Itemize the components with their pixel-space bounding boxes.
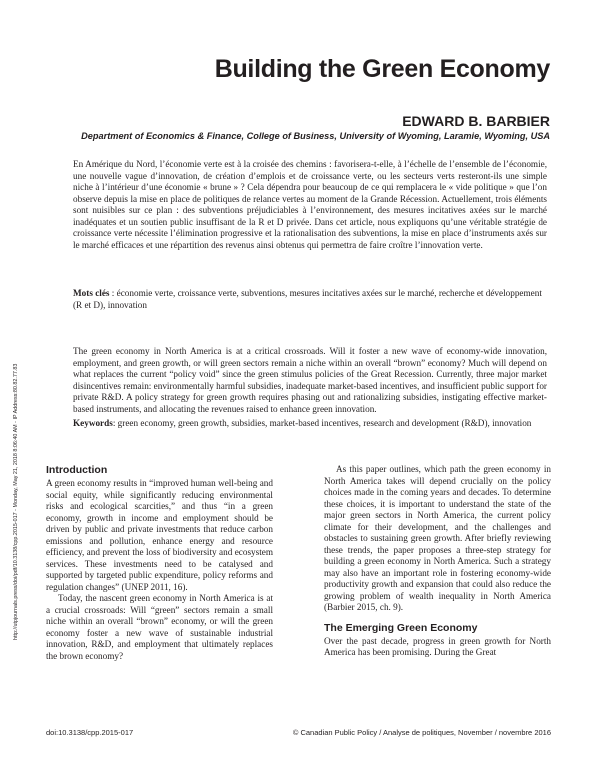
keywords-english-label: Keywords [73, 418, 113, 428]
left-column [46, 464, 273, 662]
author-name: EDWARD B. BARBIER [402, 113, 550, 129]
author-affiliation: Department of Economics & Finance, College of Business, University of Wyoming, Laramie, Wyoming, USA [81, 131, 550, 141]
paper-title: Building the Green Economy [214, 55, 550, 83]
introduction-paragraph-1: A green economy results in “improved human well-being and social equity, while significantly reducing environmental risks and ecological scarcities,” and thus “in a green economy, growth in income and employment should be driven by public and private investments that reduce carbon emissions and pollution, enhance energy and resource efficiency, and prevent the loss of biodiversity and ecosystem services. These investments need to be catalysed and supported by targeted public expenditure, policy reforms and regulation changes” (UNEP 2011, 16). [46, 478, 273, 592]
abstract-french: En Amérique du Nord, l’économie verte est à la croisée des chemins : favorisera-t-elle, à l’échelle de l’ensemble de l’économie, une nouvelle vague d’innovation, de création d’emplois et de croissance verte, ou les secteurs verts resteront-ils une simple niche à l’intérieur d’une économie « brune » ? Cela dépendra pour beaucoup de ce qui remplacera le « vide politique » que l’on observe depuis la mise en place de politiques de relance vertes au moment de la Grande Récession. Actuellement, trois éléments sont nuisibles sur ce plan : des subventions préjudiciables à l’environnement, des mesures incitatives axées sur le marché inadéquates et un soutien public insuffisant de la R et D privée. Dans cet article, nous expliquons qu’une véritable stratégie de croissance verte nécessite l’élimination progressive et la rationalisation des subventions, la mise en place d’instruments axés sur le marché efficaces et une répartition des revenus ainsi obtenus qui permettra de faire croître l’innovation verte. [73, 159, 547, 250]
introduction-heading: Introduction [46, 464, 108, 476]
keywords-french-text: : économie verte, croissance verte, subventions, mesures incitatives axées sur le marché, recherche et développement (R et D), innovation [73, 288, 542, 310]
download-watermark: http://utpjournals.press/doi/pdf/10.3138/cpp.2015-017 - Monday, May 21, 2018 8:06:40 AM - IP Address:80.82.77.83 [13, 363, 19, 640]
keywords-french [73, 288, 547, 311]
keywords-english [73, 418, 547, 430]
keywords-english-text: : green economy, green growth, subsidies, market-based incentives, research and development (R&D), innovation [112, 418, 532, 428]
keywords-french-label: Mots clés [73, 288, 110, 298]
emerging-green-economy-heading: The Emerging Green Economy [324, 621, 478, 634]
right-paragraph-1: As this paper outlines, which path the green economy in North America takes will depend crucially on the policy choices made in the coming years and decades. To determine these choices, it is important to understand the state of the major green sectors in North America, the current policy climate for their development, and the challenges and obstacles to sustaining green growth. After briefly reviewing these trends, the paper proposes a three-step strategy for building a green economy in North America. Such a strategy may also have an important role in fostering economy-wide productivity growth and expansion that could also reduce the growing problem of wealth inequality in North America (Barbier 2015, ch. 9). [324, 464, 551, 612]
footer-copyright: © Canadian Public Policy / Analyse de politiques, November / novembre 2016 [292, 728, 551, 737]
abstract-english: The green economy in North America is at a critical crossroads. Will it foster a new wave of economy-wide innovation, employment, and green growth, or will green sectors remain a niche within an overall “brown” economy? Much will depend on what replaces the current “policy void” since the green stimulus policies of the Great Recession. Currently, three major market disincentives remain: environmentally harmful subsidies, inadequate market-based incentives, and insufficient public support for private R&D. A policy strategy for green growth requires phasing out and rationalizing subsidies, instigating effective market-based instruments, and allocating the revenues raised to enhance green innovation. [73, 346, 547, 414]
emerging-green-economy-paragraph: Over the past decade, progress in green growth for North America has been promising. During the Great [324, 635, 551, 657]
footer-doi: doi:10.3138/cpp.2015-017 [46, 728, 134, 737]
right-column [324, 464, 551, 659]
introduction-paragraph-2: Today, the nascent green economy in North America is at a crucial crossroads: Will “green” sectors remain a small niche within an overall “brown” economy, or will the green economy foster a new wave of sustainable industrial innovation, R&D, and employment that ultimately replaces the brown economy? [46, 593, 273, 661]
